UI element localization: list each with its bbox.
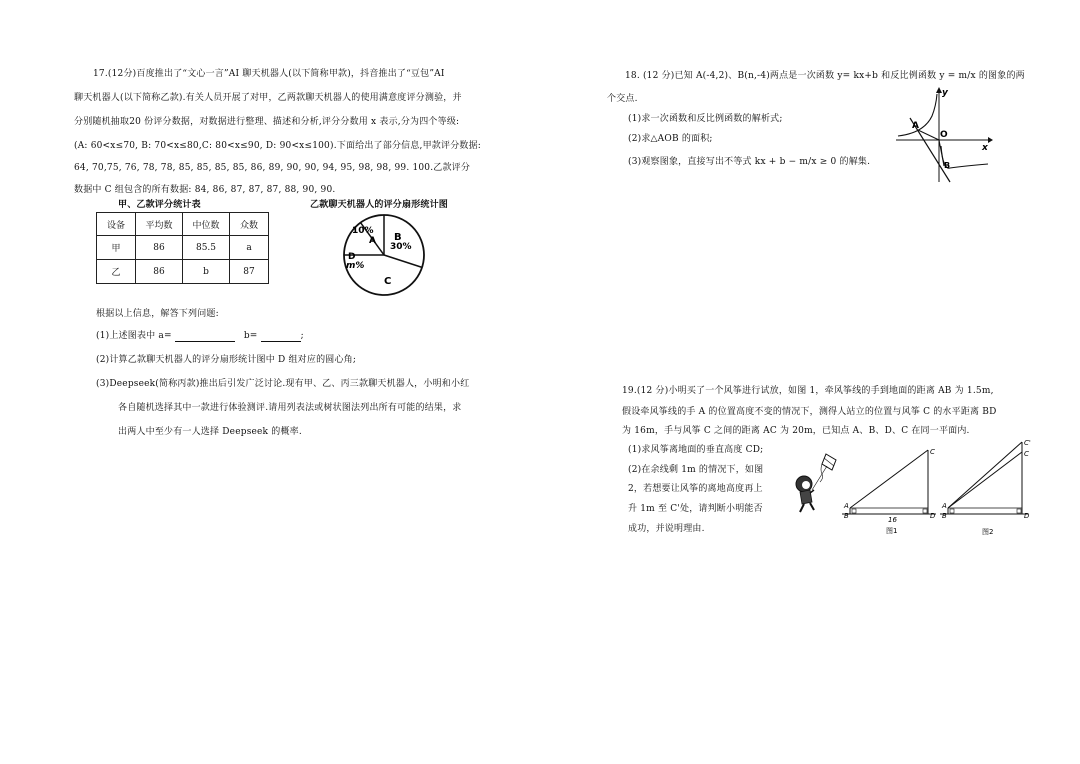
q18-part-1: (1)求一次函数和反比例函数的解析式; — [628, 114, 783, 124]
answer-blank — [261, 332, 301, 342]
q17-prompt: 根据以上信息，解答下列问题: — [96, 309, 219, 319]
q17-part-3-line-2: 各自随机选择其中一款进行体验测评.请用列表法或树状图法列出所有可能的结果，求 — [118, 403, 462, 413]
pie-label-b: B — [394, 232, 402, 243]
table-header-cell: 众数 — [230, 213, 269, 236]
graph-point-b-label: B — [944, 161, 951, 170]
x-axis-arrow — [988, 137, 993, 143]
table-cell: 乙 — [97, 260, 136, 284]
q18-line-1: 18. (12 分)已知 A(-4,2)、B(n,-4)两点是一次函数 y= kx+b 和反比例函数 y = m/x 的图象的两 — [625, 71, 1025, 81]
boy-leg — [800, 504, 804, 512]
pie-label-d-percent: m% — [346, 261, 365, 271]
label-b: B — [844, 512, 849, 520]
q19-part-2-line-4: 成功，并说明理由. — [628, 524, 705, 534]
label-d: D — [930, 512, 936, 520]
q19-part-2-line-1: (2)在余线剩 1m 的情况下，如图 — [628, 465, 764, 475]
table-cell: 85.5 — [183, 236, 230, 260]
q17-line-4: (A: 60<x≤70, B: 70<x≤80,C: 80<x≤90, D: 90<x≤100).下面给出了部分信息,甲款评分数据: — [74, 141, 482, 151]
q17-part-3-line-1: (3)Deepseek(简称丙款)推出后引发广泛讨论.现有甲、乙、丙三款聊天机器人，小明和小红 — [96, 379, 470, 389]
q17-part-2: (2)计算乙款聊天机器人的评分扇形统计图中 D 组对应的圆心角; — [96, 355, 357, 365]
boy-leg — [810, 503, 814, 510]
table-cell: 86 — [136, 236, 183, 260]
q17-line-6: 数据中 C 组包含的所有数据: 84, 86, 87, 87, 87, 88, 90, 90. — [74, 185, 336, 195]
score-stats-table — [96, 212, 269, 284]
pie-chart — [334, 214, 434, 296]
figure-1-caption: 图1 — [886, 527, 898, 535]
q17-line-1: 17.(12分)百度推出了“文心一言”AI 聊天机器人(以下简称甲款)，抖音推出了“豆包”AI — [93, 69, 445, 79]
kite-string-ac-prime — [948, 442, 1022, 508]
table-header-row — [97, 213, 269, 236]
q18-line-2: 个交点. — [607, 94, 638, 104]
table-header-cell: 设备 — [97, 213, 136, 236]
q18-part-3: (3)观察图象，直接写出不等式 kx + b − m/x ≥ 0 的解集. — [628, 157, 871, 167]
graph-y-label: y — [942, 88, 948, 98]
table-header-cell: 平均数 — [136, 213, 183, 236]
pie-label-a: A — [369, 236, 376, 246]
pie-label-b-percent: 30% — [390, 242, 412, 252]
q19-line-1: 19.(12 分)小明买了一个风筝进行试放，如图 1，牵风筝线的手到地面的距离 AB 为 1.5m, — [622, 386, 994, 396]
q19-part-2-line-3: 升 1m 至 C'处，请判断小明能否 — [628, 504, 763, 514]
table-row — [97, 260, 269, 284]
pie-label-c: C — [384, 276, 392, 287]
table-cell: 87 — [230, 260, 269, 284]
table-cell: a — [230, 236, 269, 260]
kite-boy-illustration — [790, 452, 840, 516]
figure-1-diagram — [840, 442, 950, 538]
table-header-cell: 中位数 — [183, 213, 230, 236]
pie-divider — [384, 255, 422, 267]
label-bd-length: 16 — [888, 516, 897, 524]
label-c: C — [930, 448, 935, 456]
table-cell: b — [183, 260, 230, 284]
right-angle-mark — [852, 509, 856, 513]
q17-part-1-b: b= — [243, 331, 258, 341]
graph-point-a-label: A — [912, 121, 919, 131]
q18-part-2: (2)求△AOB 的面积; — [628, 134, 713, 144]
figure-2-diagram — [938, 436, 1038, 540]
pie-chart-title: 乙款聊天机器人的评分扇形统计图 — [310, 200, 449, 210]
function-graph — [892, 86, 992, 186]
q17-part-1-end: ; — [300, 331, 304, 341]
table-title: 甲、乙款评分统计表 — [118, 200, 201, 210]
table-row — [97, 236, 269, 260]
table-cell: 甲 — [97, 236, 136, 260]
label-a: A — [844, 502, 849, 510]
q19-part-2-line-2: 2，若想要让风筝的离地高度再上 — [628, 484, 763, 494]
kite-string — [812, 466, 827, 490]
figure-2-caption: 图2 — [982, 528, 994, 536]
kite-string-ac — [948, 452, 1022, 508]
q19-line-2: 假设牵风筝线的手 A 的位置高度不变的情况下，测得人站立的位置与风筝 C 的水平距离 BD — [622, 407, 997, 417]
q17-line-5: 64, 70,75, 76, 78, 78, 85, 85, 85, 85, 86, 89, 90, 90, 94, 95, 98, 98, 99. 100.乙款评分 — [74, 163, 471, 173]
kite-string-ac — [850, 450, 928, 508]
right-angle-mark — [1017, 509, 1021, 513]
q17-part-1 — [96, 330, 304, 342]
label-c: C — [1024, 450, 1029, 458]
q17-line-2: 聊天机器人(以下简称乙款).有关人员开展了对甲，乙两款聊天机器人的使用满意度评分测验，并 — [74, 93, 462, 103]
right-angle-mark — [923, 509, 927, 513]
label-c-prime: C' — [1024, 439, 1031, 447]
pie-label-a-percent: 10% — [352, 226, 374, 236]
q17-part-3-line-3: 出两人中至少有一人选择 Deepseek 的概率. — [118, 427, 302, 437]
answer-blank — [175, 332, 235, 342]
label-b: B — [942, 512, 947, 520]
q17-part-1-a: (1)上述图表中 a= — [96, 331, 172, 341]
label-d: D — [1024, 512, 1030, 520]
boy-face — [802, 481, 810, 489]
q19-line-3: 为 16m，手与风筝 C 之间的距离 AC 为 20m，已知点 A、B、D、C 在同一平面内. — [622, 426, 970, 436]
graph-origin-label: O — [940, 130, 948, 140]
q17-line-3: 分别随机抽取20 份评分数据，对数据进行整理、描述和分析,评分分数用 x 表示,分为四个等级: — [74, 117, 460, 127]
pie-label-d: D — [348, 252, 356, 262]
q19-part-1: (1)求风筝离地面的垂直高度 CD; — [628, 445, 764, 455]
table-cell: 86 — [136, 260, 183, 284]
right-angle-mark — [950, 509, 954, 513]
graph-x-label: x — [982, 143, 988, 153]
kite-tail — [820, 464, 823, 482]
label-a: A — [942, 502, 947, 510]
